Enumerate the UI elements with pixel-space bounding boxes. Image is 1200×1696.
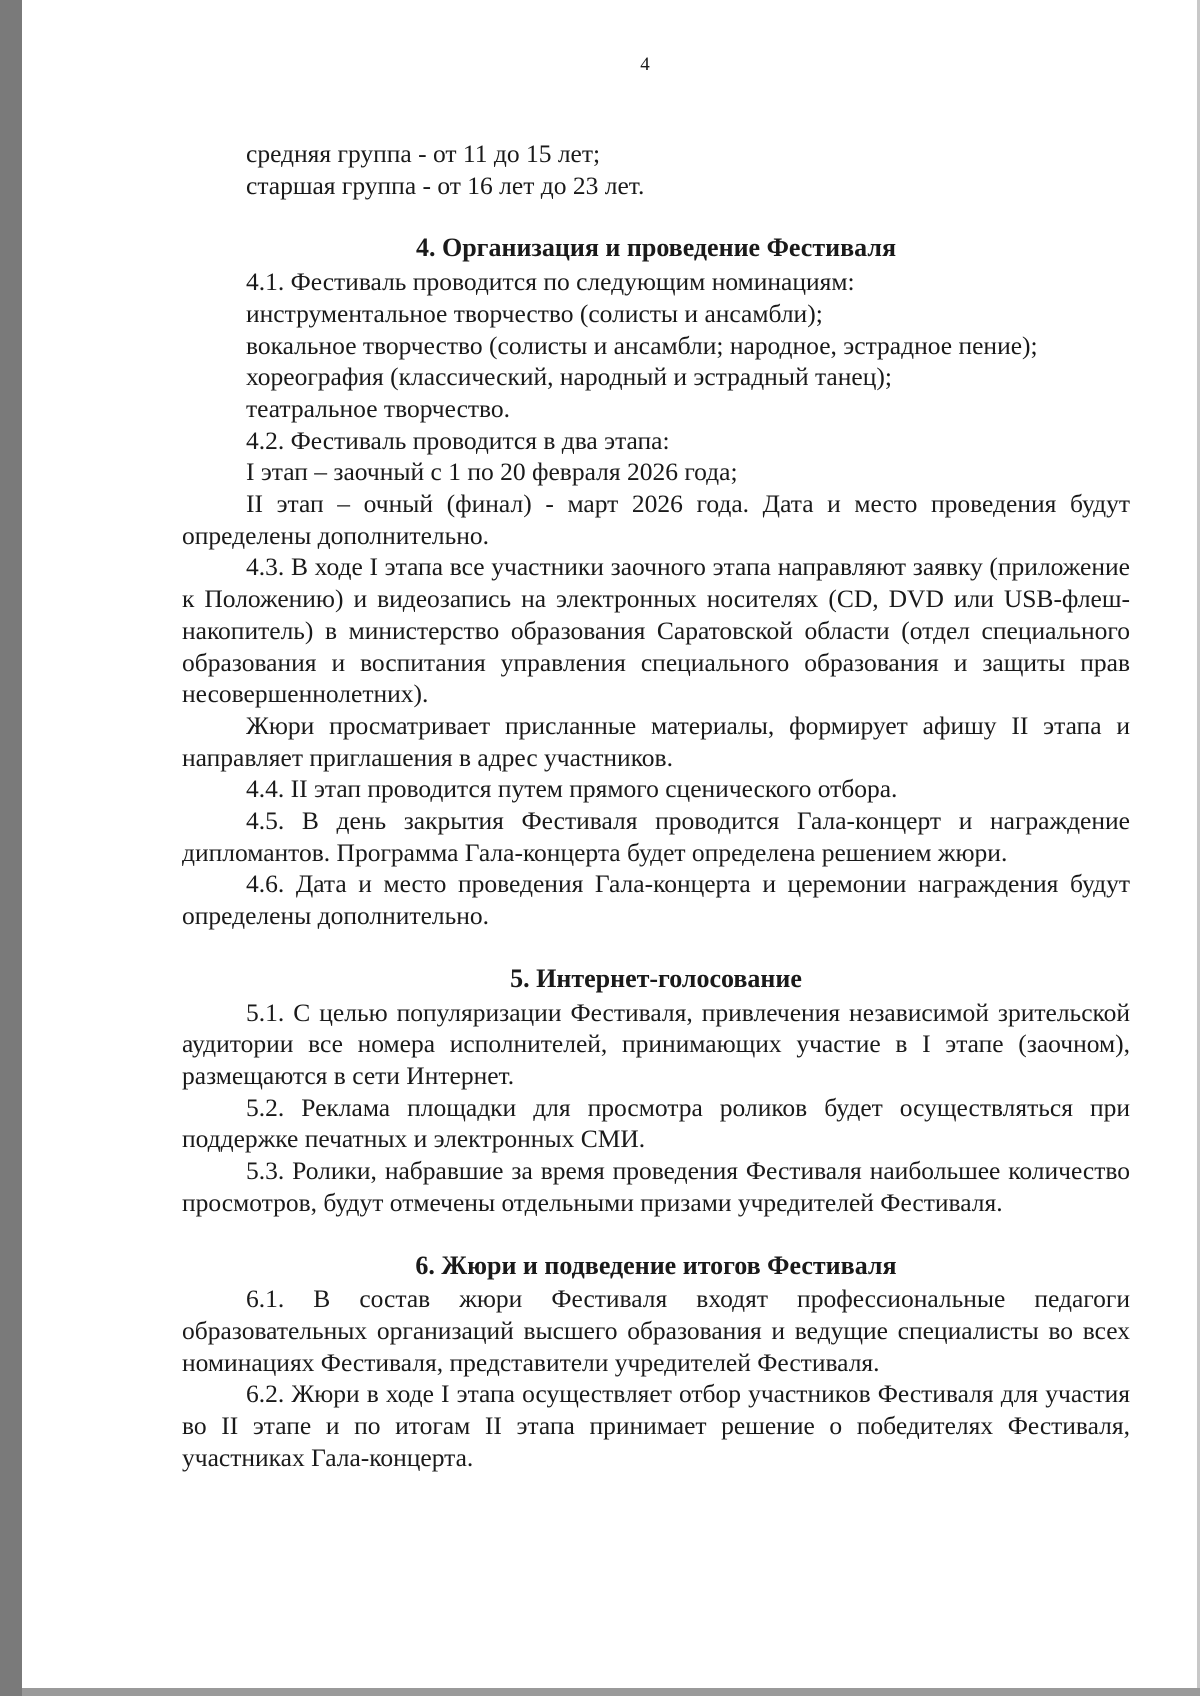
paragraph: вокальное творчество (солисты и ансамбли; народное, эстрадное пение); [246,330,1038,360]
paragraph: 4.1. Фестиваль проводится по следующим номинациям: [246,267,855,297]
paragraph: 4.5. В день закрытия Фестиваля проводится Гала-концерт и награждение дипломантов. Программа Гала-концерта будет определена решением жюри. [182,806,1130,867]
paragraph: инструментальное творчество (солисты и ансамбли); [246,298,823,328]
paragraph: 5.2. Реклама площадки для просмотра роликов будет осуществляться при поддержке печатных и электронных СМИ. [182,1092,1130,1154]
paragraph: 6.1. В состав жюри Фестиваля входят профессиональные педагоги образовательных организаций высшего образования и ведущие специалисты во всех номинациях Фестиваля, представители учредителей Фестиваля. [182,1284,1130,1377]
paragraph: 4.2. Фестиваль проводится в два этапа: [246,425,670,455]
section-title: 4. Организация и проведение Фестиваля [415,233,897,263]
document-body [182,138,1130,1473]
paragraph: старшая группа - от 16 лет до 23 лет. [246,170,645,200]
paragraph: I этап – заочный с 1 по 20 февраля 2026 года; [246,457,738,487]
paragraph: средняя группа - от 11 до 15 лет; [246,139,601,168]
paragraph: 5.3. Ролики, набравшие за время проведения Фестиваля наибольшее количество просмотров, будут отмечены отдельными призами учредителей Фестиваля. [182,1156,1130,1217]
scan-bottom-edge [22,1688,1200,1696]
paragraph: 4.4. II этап проводится путем прямого сценического отбора. [246,774,898,804]
paragraph: 5.1. С целью популяризации Фестиваля, привлечения независимой зрительской аудитории все номера исполнителей, принимающих участие в I этапе (заочном), размещаются в сети Интернет. [182,997,1130,1090]
section-title: 6. Жюри и подведение итогов Фестиваля [415,1250,897,1280]
paragraph: театральное творчество. [246,393,511,423]
paragraph: Жюри просматривает присланные материалы, формирует афишу II этапа и направляет приглашения в адрес участников. [182,710,1130,772]
paragraph: 6.2. Жюри в ходе I этапа осуществляет отбор участников Фестиваля для участия во II этапе и по итогам II этапа принимает решение о победителях Фестиваля, участниках Гала-концерта. [182,1379,1130,1472]
paragraph: хореография (классический, народный и эстрадный танец); [246,362,892,392]
paragraph: II этап – очный (финал) - март 2026 года. Дата и место проведения будут определены дополнительно. [182,489,1130,550]
paragraph: 4.6. Дата и место проведения Гала-концерта и церемонии награждения будут определены дополнительно. [182,869,1130,931]
section-title: 5. Интернет-голосование [510,963,802,993]
scan-left-edge [0,0,22,1696]
paragraph: 4.3. В ходе I этапа все участники заочного этапа направляют заявку (приложение к Положению) и видеозапись на электронных носителях (CD, DVD или USB-флеш-накопитель) в министерство образования Саратовской области (отдел специального образования и воспитания управления специального образования и защиты прав несовершеннолетних). [182,552,1130,709]
page-number: 4 [640,54,650,75]
